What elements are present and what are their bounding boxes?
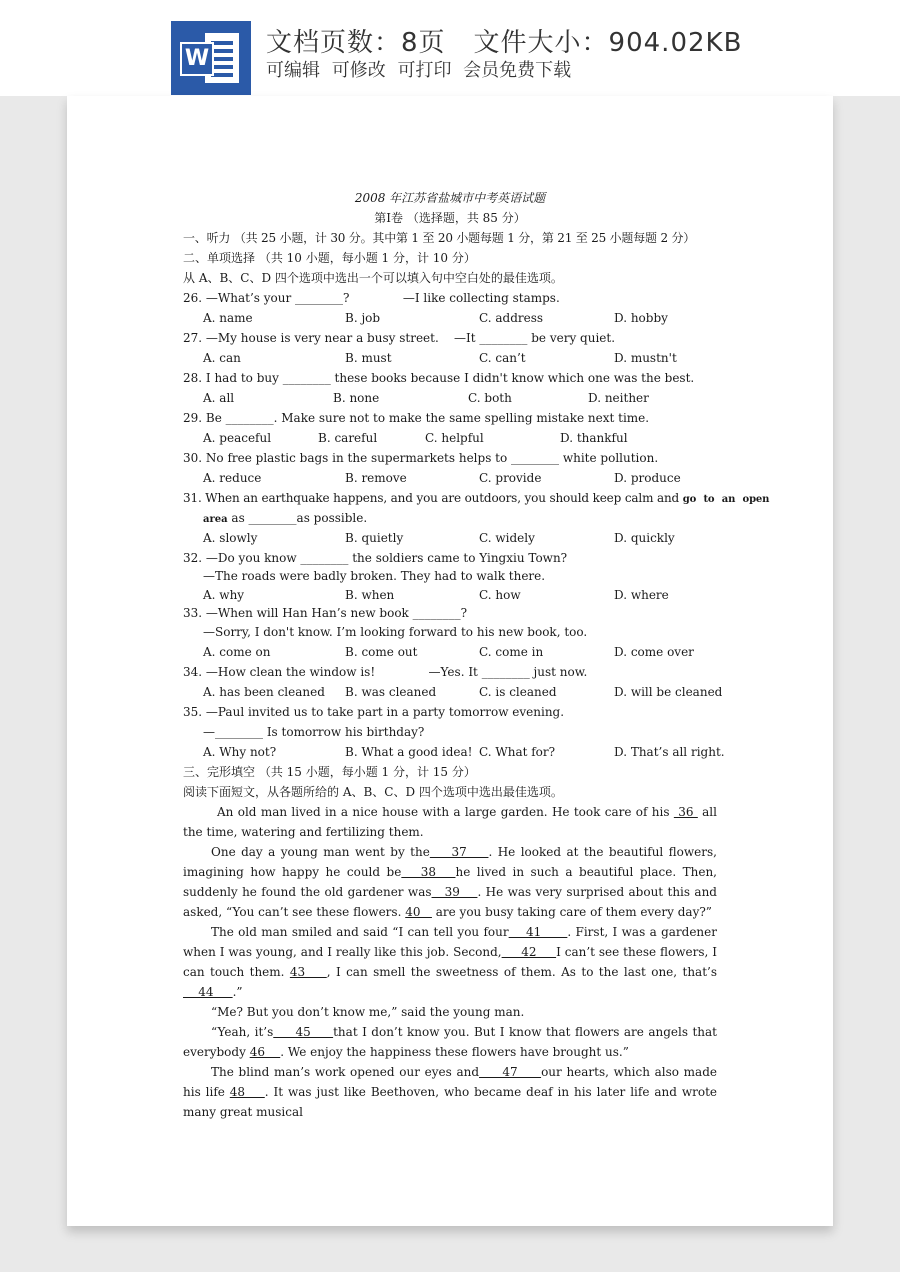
option-c: C. provide (479, 471, 542, 485)
option-d: D. mustn't (614, 351, 677, 365)
exam-title: 2008 年江苏省盐城市中考英语试题 (354, 191, 546, 205)
option-b: B. come out (345, 645, 418, 659)
cloze-instruction: 阅读下面短文，从各题所给的 A、B、C、D 四个选项中选出最佳选项。 (183, 785, 563, 799)
option-c: C. widely (479, 531, 535, 545)
option-d: D. neither (588, 391, 649, 405)
question-32: 32. —Do you know ________ the soldiers came to Yingxiu Town? (183, 551, 568, 565)
blank-44: 44 (183, 985, 233, 999)
option-b: B. careful (318, 431, 378, 445)
question-34: 34. —How clean the window is! —Yes. It ________ just now. (183, 665, 588, 679)
cloze-paragraph-3: The old man smiled and said “I can tell you four 41 . First, I was a gardener when I was young, and I really like this job. Second, 42 I can’t see these flowers, I can touch them. 43 , I can smell the sweetness of them. As to the last one, that’s 44 .” (183, 925, 717, 999)
cloze-paragraph-6: The blind man’s work opened our eyes and 47 our hearts, which also made his life 48 . It was just like Beethoven, who became deaf in his later life and wrote many great musical (183, 1065, 717, 1119)
file-info (266, 22, 742, 59)
blank-39: 39 (431, 885, 478, 899)
question-33: 33. —When will Han Han’s new book ________? (183, 606, 468, 620)
option-b: B. quietly (345, 531, 404, 545)
blank-40: 40 (405, 905, 432, 919)
cloze-paragraph-5: “Yeah, it’s 45 that I don’t know you. But I know that flowers are angels that everybody 46 . We enjoy the happiness these flowers have brought us.” (183, 1025, 718, 1059)
option-b: B. when (345, 588, 395, 602)
download-banner (0, 0, 900, 96)
option-d: D. produce (614, 471, 681, 485)
option-a: A. can (203, 351, 241, 365)
cloze-paragraph-1: An old man lived in a nice house with a large garden. He took care of his 36 all the time, watering and fertilizing them. (183, 805, 717, 839)
option-c: C. helpful (425, 431, 484, 445)
option-d: D. come over (614, 645, 694, 659)
blank-41: 41 (508, 925, 568, 939)
options-35 (183, 742, 725, 762)
option-a: A. why (203, 588, 245, 602)
word-letter: W (180, 42, 214, 76)
blank-45: 45 (273, 1025, 334, 1039)
option-a: A. all (203, 391, 235, 405)
blank-48: 48 (229, 1085, 265, 1099)
blank-37: 37 (429, 845, 489, 859)
question-35-reply: —________ Is tomorrow his birthday? (203, 725, 425, 739)
options-26 (183, 308, 717, 328)
question-30: 30. No free plastic bags in the supermarkets helps to ________ white pollution. (183, 451, 659, 465)
options-32 (183, 585, 717, 605)
blank-42: 42 (501, 945, 557, 959)
cloze-paragraph-4: “Me? But you don’t know me,” said the young man. (211, 1005, 525, 1019)
option-b: B. job (345, 311, 381, 325)
blank-43: 43 (289, 965, 327, 979)
options-31 (183, 528, 717, 548)
blank-38: 38 (401, 865, 456, 879)
question-29: 29. Be ________. Make sure not to make the same spelling mistake next time. (183, 411, 650, 425)
options-27 (183, 348, 717, 368)
feature-list: 可编辑 可修改 可打印 会员免费下载 (266, 60, 572, 81)
options-30 (183, 468, 717, 488)
option-d: D. where (614, 588, 669, 602)
option-c: C. What for? (479, 745, 556, 759)
blank-46: 46 (249, 1045, 281, 1059)
option-a: A. name (203, 311, 253, 325)
blank-36: 36 (673, 805, 698, 819)
section-instruction: 从 A、B、C、D 四个选项中选出一个可以填入句中空白处的最佳选项。 (183, 271, 563, 285)
option-c: C. can’t (479, 351, 526, 365)
option-c: C. both (468, 391, 512, 405)
option-d: D. will be cleaned (614, 685, 723, 699)
option-c: C. is cleaned (479, 685, 557, 699)
blank-47: 47 (479, 1065, 542, 1079)
question-31: 31. When an earthquake happens, and you are outdoors, you should keep calm and go to an open (183, 491, 770, 505)
option-b: B. must (345, 351, 392, 365)
option-b: B. was cleaned (345, 685, 437, 699)
option-b: B. remove (345, 471, 407, 485)
question-27: 27. —My house is very near a busy street. —It ________ be very quiet. (183, 331, 616, 345)
option-b: B. none (333, 391, 380, 405)
options-28 (183, 388, 717, 408)
option-c: C. come in (479, 645, 544, 659)
document-page (67, 96, 833, 1226)
volume-heading: 第Ⅰ卷 （选择题，共 85 分） (374, 211, 526, 225)
word-document-icon (171, 21, 251, 95)
question-28: 28. I had to buy ________ these books because I didn't know which one was the best. (183, 371, 695, 385)
options-29 (183, 428, 717, 448)
option-a: A. come on (203, 645, 271, 659)
page-count: 文档页数：8页 (266, 28, 446, 58)
section-listening: 一、听力 （共 25 小题，计 30 分。其中第 1 至 20 小题每题 1 分，第 21 至 25 小题每题 2 分） (183, 231, 696, 245)
option-c: C. address (479, 311, 544, 325)
section-single-choice: 二、单项选择 （共 10 小题，每小题 1 分，计 10 分） (183, 251, 476, 265)
question-31-cont: area as ________as possible. (203, 511, 368, 525)
option-b: B. What a good idea! (345, 745, 473, 759)
question-32-reply: —The roads were badly broken. They had to walk there. (203, 569, 546, 583)
exam-content (183, 188, 770, 1122)
option-a: A. Why not? (203, 745, 277, 759)
option-a: A. has been cleaned (203, 685, 325, 699)
option-c: C. how (479, 588, 521, 602)
option-d: D. hobby (614, 311, 668, 325)
option-a: A. slowly (203, 531, 258, 545)
question-35: 35. —Paul invited us to take part in a party tomorrow evening. (183, 705, 565, 719)
options-33 (183, 642, 717, 662)
option-a: A. peaceful (203, 431, 272, 445)
option-d: D. That’s all right. (614, 745, 725, 759)
question-33-reply: —Sorry, I don't know. I’m looking forward to his new book, too. (203, 625, 588, 639)
option-d: D. quickly (614, 531, 675, 545)
question-26: 26. —What’s your ________? —I like collecting stamps. (183, 291, 560, 305)
section-cloze: 三、完形填空 （共 15 小题，每小题 1 分，计 15 分） (183, 765, 476, 779)
cloze-paragraph-2: One day a young man went by the 37 . He looked at the beautiful flowers, imagining how happy he could be 38 he lived in such a beautiful place. Then, suddenly he found the old gardener was 39 . He was very surprised about this and asked, “You can’t see these flowers. 40 are you busy taking care of them every day?” (183, 845, 717, 919)
option-a: A. reduce (203, 471, 262, 485)
file-size: 文件大小：904.02KB (473, 28, 743, 58)
option-d: D. thankful (560, 431, 628, 445)
options-34 (183, 682, 723, 702)
